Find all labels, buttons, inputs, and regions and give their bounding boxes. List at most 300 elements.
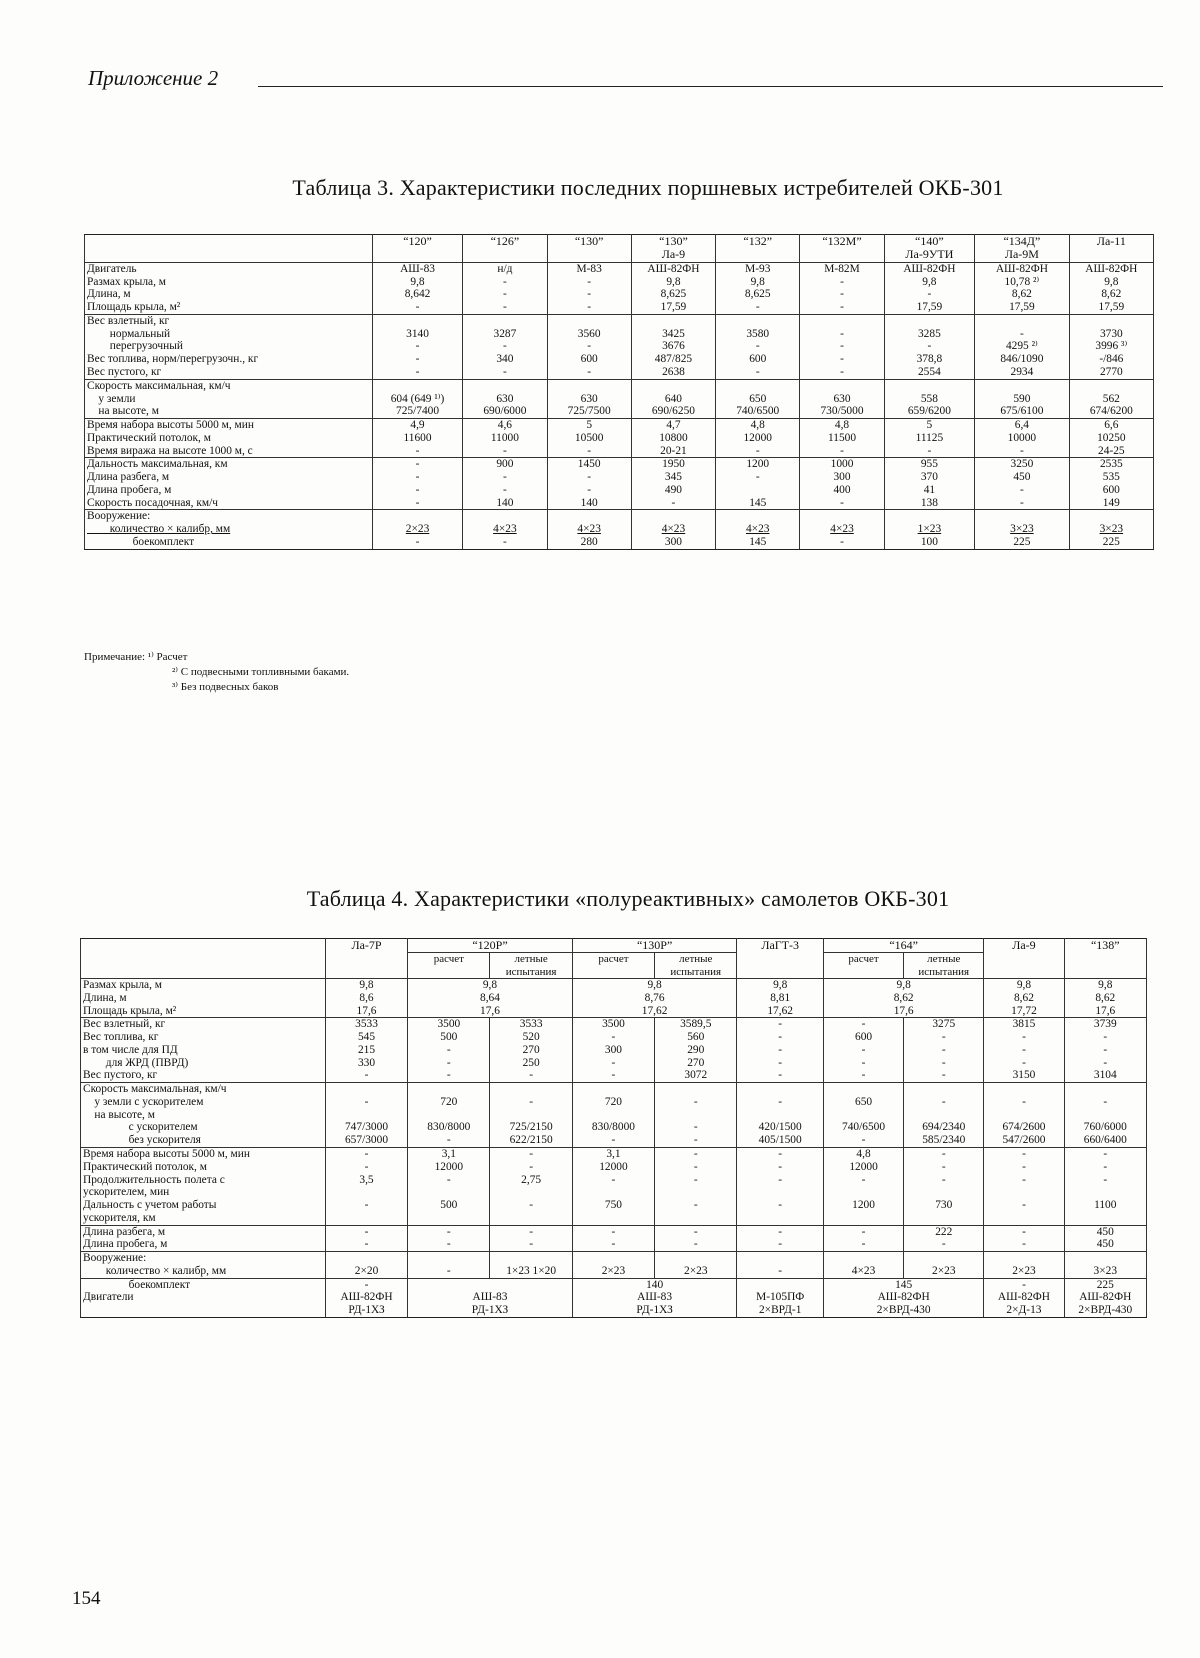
- table-row: [85, 445, 1154, 458]
- table-cell: 720: [572, 1096, 654, 1109]
- table-cell: 3500: [408, 1018, 490, 1031]
- table-cell: 4295 ²⁾: [975, 340, 1070, 353]
- table-cell: 4,6: [463, 419, 547, 432]
- table-cell: 330: [325, 1057, 407, 1070]
- table-cell: 3580: [716, 328, 800, 341]
- table-cell: М-93: [716, 262, 800, 275]
- table-cell: 10,78 ²⁾: [975, 276, 1070, 289]
- table-cell: 1950: [631, 458, 715, 471]
- table-cell: 830/8000: [408, 1121, 490, 1134]
- table-cell: -: [408, 1174, 490, 1187]
- table-cell: 3730: [1069, 328, 1153, 341]
- table-cell: 846/1090: [975, 353, 1070, 366]
- table-cell: 675/6100: [975, 405, 1070, 418]
- table-row: [81, 1174, 1147, 1187]
- table-cell: -: [823, 1238, 903, 1251]
- table-cell: 600: [823, 1031, 903, 1044]
- page-number: 154: [72, 1588, 101, 1609]
- table3-col-header: “130”: [547, 235, 631, 263]
- table-cell: 12000: [716, 432, 800, 445]
- table-cell: 9,8: [884, 276, 974, 289]
- table-cell: -: [572, 1069, 654, 1082]
- table-cell: 2×ВРД-430: [1064, 1304, 1146, 1317]
- row-label: без ускорителя: [81, 1134, 326, 1147]
- table-cell: 145: [823, 1278, 983, 1291]
- table-cell: 3150: [984, 1069, 1064, 1082]
- table-cell: 730: [904, 1199, 984, 1212]
- table-cell: [1069, 510, 1153, 523]
- table-cell: -: [984, 1148, 1064, 1161]
- table-row: [85, 471, 1154, 484]
- table-cell: 3,1: [408, 1148, 490, 1161]
- table-cell: 215: [325, 1044, 407, 1057]
- table-cell: 5: [884, 419, 974, 432]
- table-cell: 725/7500: [547, 405, 631, 418]
- table-cell: -: [547, 340, 631, 353]
- table-cell: 1450: [547, 458, 631, 471]
- table-cell: 3589,5: [655, 1018, 737, 1031]
- table-cell: -: [823, 1225, 903, 1238]
- table-cell: 11600: [372, 432, 462, 445]
- row-label: Время набора высоты 5000 м, мин: [81, 1148, 326, 1161]
- row-label: Дальность максимальная, км: [85, 458, 373, 471]
- table-cell: -: [490, 1199, 572, 1212]
- table-cell: -: [984, 1174, 1064, 1187]
- table-cell: 900: [463, 458, 547, 471]
- table-cell: 600: [1069, 484, 1153, 497]
- table4: [80, 938, 1147, 1318]
- row-label: нормальный: [85, 328, 373, 341]
- table-row: [85, 353, 1154, 366]
- table-cell: [1064, 1186, 1146, 1199]
- table-cell: -: [984, 1031, 1064, 1044]
- table-cell: -: [408, 1238, 490, 1251]
- table-cell: -: [372, 536, 462, 549]
- table-cell: [325, 1109, 407, 1122]
- table-cell: -: [463, 536, 547, 549]
- notes-lead: Примечание:: [84, 651, 146, 663]
- table-cell: -: [716, 445, 800, 458]
- table-cell: -: [904, 1238, 984, 1251]
- table-cell: 41: [884, 484, 974, 497]
- table-cell: -: [408, 1069, 490, 1082]
- table-row: [85, 458, 1154, 471]
- table-cell: -: [372, 301, 462, 314]
- table-cell: -: [372, 340, 462, 353]
- table-cell: 280: [547, 536, 631, 549]
- row-label: Вес пустого, кг: [81, 1069, 326, 1082]
- table-cell: 3×23: [975, 523, 1070, 536]
- table-cell: 8,62: [984, 992, 1064, 1005]
- table-cell: -: [463, 288, 547, 301]
- table-cell: [904, 1212, 984, 1225]
- table-cell: 830/8000: [572, 1121, 654, 1134]
- table-cell: -: [737, 1148, 824, 1161]
- table-cell: -: [800, 366, 884, 379]
- table-cell: -: [547, 484, 631, 497]
- table-row: [85, 419, 1154, 432]
- table-cell: 17,62: [572, 1005, 737, 1018]
- row-label: Время набора высоты 5000 м, мин: [85, 419, 373, 432]
- table-cell: 10500: [547, 432, 631, 445]
- table-cell: [1064, 1109, 1146, 1122]
- table-cell: [737, 1109, 824, 1122]
- table-cell: 9,8: [984, 979, 1064, 992]
- table-cell: [984, 1109, 1064, 1122]
- table-cell: 270: [490, 1044, 572, 1057]
- table-cell: 11500: [800, 432, 884, 445]
- table-row: [85, 432, 1154, 445]
- table-cell: 500: [408, 1031, 490, 1044]
- table-cell: 3533: [325, 1018, 407, 1031]
- row-label: боекомплект: [81, 1278, 326, 1291]
- table-cell: [984, 1083, 1064, 1096]
- table-cell: [975, 379, 1070, 392]
- table-cell: -: [655, 1121, 737, 1134]
- table-row: [81, 992, 1147, 1005]
- row-label: ускорителем, мин: [81, 1186, 326, 1199]
- table-cell: [572, 1212, 654, 1225]
- table-cell: М-83: [547, 262, 631, 275]
- table-cell: 450: [975, 471, 1070, 484]
- table-cell: -: [1064, 1031, 1146, 1044]
- table-row: [81, 979, 1147, 992]
- table-cell: -: [984, 1199, 1064, 1212]
- table-cell: 3560: [547, 328, 631, 341]
- table-cell: -: [800, 276, 884, 289]
- table-cell: [716, 510, 800, 523]
- table-cell: -: [716, 366, 800, 379]
- table-cell: -: [800, 301, 884, 314]
- table-cell: [737, 1252, 824, 1265]
- row-label: Практический потолок, м: [81, 1161, 326, 1174]
- table-cell: 10250: [1069, 432, 1153, 445]
- table-cell: -: [325, 1238, 407, 1251]
- table-cell: 4,7: [631, 419, 715, 432]
- table-cell: -: [737, 1096, 824, 1109]
- table-cell: 3739: [1064, 1018, 1146, 1031]
- table-cell: 300: [631, 536, 715, 549]
- table-cell: -: [737, 1199, 824, 1212]
- table-cell: АШ-82ФН: [975, 262, 1070, 275]
- table-cell: 725/7400: [372, 405, 462, 418]
- table-cell: АШ-83: [572, 1291, 737, 1304]
- table-cell: -: [325, 1225, 407, 1238]
- table-row: [81, 1304, 1147, 1317]
- table-cell: [631, 379, 715, 392]
- table-row: [81, 1018, 1147, 1031]
- table-cell: -: [800, 328, 884, 341]
- table-cell: -: [547, 471, 631, 484]
- table-cell: -: [325, 1148, 407, 1161]
- table-row: [81, 1199, 1147, 1212]
- table-cell: 545: [325, 1031, 407, 1044]
- table-cell: 8,62: [1069, 288, 1153, 301]
- row-label: Скорость максимальная, км/ч: [85, 379, 373, 392]
- table-cell: 2554: [884, 366, 974, 379]
- table-cell: 650: [716, 393, 800, 406]
- table-cell: [408, 1083, 490, 1096]
- row-label: Вес топлива, кг: [81, 1031, 326, 1044]
- table-cell: 630: [463, 393, 547, 406]
- table-cell: 4×23: [823, 1265, 903, 1278]
- table-cell: -: [463, 484, 547, 497]
- table-row: [85, 536, 1154, 549]
- table-cell: РД-1ХЗ: [325, 1304, 407, 1317]
- table-cell: [823, 1252, 903, 1265]
- table-cell: [655, 1083, 737, 1096]
- table-cell: 2×23: [655, 1265, 737, 1278]
- table-cell: -: [737, 1031, 824, 1044]
- table-cell: -: [655, 1148, 737, 1161]
- table-cell: -: [800, 445, 884, 458]
- table-cell: 3,5: [325, 1174, 407, 1187]
- table-cell: [904, 1252, 984, 1265]
- table-cell: 17,59: [631, 301, 715, 314]
- table-cell: -: [490, 1069, 572, 1082]
- table-cell: -: [572, 1057, 654, 1070]
- row-label: Скорость максимальная, км/ч: [81, 1083, 326, 1096]
- row-label: Вес взлетный, кг: [85, 314, 373, 327]
- table-cell: 3500: [572, 1018, 654, 1031]
- table-cell: 3533: [490, 1018, 572, 1031]
- table-cell: [984, 1186, 1064, 1199]
- table4-group-header: “164”: [823, 939, 983, 953]
- table-cell: 490: [631, 484, 715, 497]
- table-row: [81, 1291, 1147, 1304]
- table3-col-header: “126”: [463, 235, 547, 263]
- table-cell: 450: [1064, 1238, 1146, 1251]
- table-cell: 657/3000: [325, 1134, 407, 1147]
- table-cell: -: [984, 1278, 1064, 1291]
- table-cell: -: [800, 288, 884, 301]
- table-cell: -: [737, 1044, 824, 1057]
- table-cell: -: [1064, 1096, 1146, 1109]
- table-cell: -: [737, 1018, 824, 1031]
- table-cell: АШ-82ФН: [1064, 1291, 1146, 1304]
- table-cell: 20-21: [631, 445, 715, 458]
- table-cell: 955: [884, 458, 974, 471]
- row-label: [81, 1304, 326, 1317]
- table-cell: -: [572, 1031, 654, 1044]
- table-cell: 2770: [1069, 366, 1153, 379]
- table-cell: 659/6200: [884, 405, 974, 418]
- table-cell: 622/2150: [490, 1134, 572, 1147]
- table-cell: 9,8: [737, 979, 824, 992]
- table-cell: [572, 1109, 654, 1122]
- table-cell: -: [984, 1096, 1064, 1109]
- table-cell: 17,59: [975, 301, 1070, 314]
- table-cell: 11125: [884, 432, 974, 445]
- table-cell: -: [463, 340, 547, 353]
- row-label: Площадь крыла, м²: [85, 301, 373, 314]
- table-cell: -: [655, 1199, 737, 1212]
- table-cell: [655, 1109, 737, 1122]
- table-cell: -: [463, 445, 547, 458]
- table-cell: -: [984, 1225, 1064, 1238]
- table-cell: 750: [572, 1199, 654, 1212]
- table-cell: 300: [572, 1044, 654, 1057]
- table-cell: 9,8: [631, 276, 715, 289]
- table-cell: 3285: [884, 328, 974, 341]
- table-cell: [904, 1186, 984, 1199]
- table-cell: [904, 1109, 984, 1122]
- table-cell: -: [737, 1161, 824, 1174]
- table-row: [81, 1057, 1147, 1070]
- table-cell: [325, 1186, 407, 1199]
- table-cell: -: [372, 445, 462, 458]
- table-row: [85, 301, 1154, 314]
- table-cell: -: [572, 1134, 654, 1147]
- table-row: [81, 1238, 1147, 1251]
- table-cell: [800, 379, 884, 392]
- table-cell: -: [372, 497, 462, 510]
- table-row: [81, 1225, 1147, 1238]
- table-cell: -: [490, 1161, 572, 1174]
- table-cell: -: [463, 366, 547, 379]
- table4-group-header: ЛаГТ-3: [737, 939, 824, 979]
- table3-col-header: Ла-11: [1069, 235, 1153, 263]
- table-cell: 378,8: [884, 353, 974, 366]
- table-cell: РД-1ХЗ: [408, 1304, 573, 1317]
- table-cell: [490, 1083, 572, 1096]
- table-cell: 3140: [372, 328, 462, 341]
- table-cell: АШ-82ФН: [884, 262, 974, 275]
- table-cell: 17,6: [408, 1005, 573, 1018]
- table-cell: -: [490, 1225, 572, 1238]
- table-cell: [975, 314, 1070, 327]
- row-label: количество × калибр, мм: [85, 523, 373, 536]
- table-cell: -: [904, 1031, 984, 1044]
- table-cell: 547/2600: [984, 1134, 1064, 1147]
- table-cell: -: [975, 497, 1070, 510]
- table-cell: 3104: [1064, 1069, 1146, 1082]
- table-cell: -: [884, 445, 974, 458]
- table-cell: -: [737, 1238, 824, 1251]
- table-cell: -/846: [1069, 353, 1153, 366]
- table-cell: 2535: [1069, 458, 1153, 471]
- table-cell: -: [547, 445, 631, 458]
- table-row: [81, 1212, 1147, 1225]
- table-cell: -: [975, 328, 1070, 341]
- row-label: Вооружение:: [85, 510, 373, 523]
- table-cell: 2×23: [984, 1265, 1064, 1278]
- table3: [84, 234, 1154, 550]
- table3-col-header: “130” Ла-9: [631, 235, 715, 263]
- table-cell: [572, 1083, 654, 1096]
- table-cell: -: [372, 471, 462, 484]
- table-cell: [1069, 314, 1153, 327]
- table-cell: [737, 1278, 824, 1291]
- table-cell: 290: [655, 1044, 737, 1057]
- table-row: [81, 1186, 1147, 1199]
- table-cell: 690/6250: [631, 405, 715, 418]
- table-cell: -: [1064, 1044, 1146, 1057]
- table-cell: 225: [1064, 1278, 1146, 1291]
- table-cell: 600: [547, 353, 631, 366]
- table-cell: -: [975, 484, 1070, 497]
- table-cell: 10000: [975, 432, 1070, 445]
- table-cell: 520: [490, 1031, 572, 1044]
- table-cell: -: [325, 1199, 407, 1212]
- table-cell: 630: [547, 393, 631, 406]
- row-label: Длина, м: [85, 288, 373, 301]
- row-label: для ЖРД (ПВРД): [81, 1057, 326, 1070]
- table-cell: 9,8: [325, 979, 407, 992]
- table-cell: [490, 1252, 572, 1265]
- table-cell: 17,62: [737, 1005, 824, 1018]
- row-label: у земли с ускорителем: [81, 1096, 326, 1109]
- table-cell: 690/6000: [463, 405, 547, 418]
- table-cell: [823, 1186, 903, 1199]
- table-cell: -: [823, 1174, 903, 1187]
- table-cell: [884, 379, 974, 392]
- table-cell: [716, 314, 800, 327]
- table-cell: -: [547, 301, 631, 314]
- table-cell: 100: [884, 536, 974, 549]
- table-cell: 747/3000: [325, 1121, 407, 1134]
- table-cell: [884, 510, 974, 523]
- table-cell: [737, 1083, 824, 1096]
- table-cell: 1200: [823, 1199, 903, 1212]
- table-cell: -: [631, 497, 715, 510]
- table-cell: 225: [1069, 536, 1153, 549]
- table-row: [85, 262, 1154, 275]
- table-cell: -: [325, 1161, 407, 1174]
- table-cell: 9,8: [372, 276, 462, 289]
- table-cell: АШ-82ФН: [984, 1291, 1064, 1304]
- row-label: ускорителя, км: [81, 1212, 326, 1225]
- table-cell: 500: [408, 1199, 490, 1212]
- table-cell: 250: [490, 1057, 572, 1070]
- table-row: [81, 1069, 1147, 1082]
- row-label: на высоте, м: [81, 1109, 326, 1122]
- table-cell: [1064, 1212, 1146, 1225]
- table3-col-header: “132М”: [800, 235, 884, 263]
- table4-sub-header: летные испытания: [655, 953, 737, 979]
- table3-col-header: “140” Ла-9УТИ: [884, 235, 974, 263]
- row-label: у земли: [85, 393, 373, 406]
- table-cell: -: [904, 1174, 984, 1187]
- row-label: Дальность с учетом работы: [81, 1199, 326, 1212]
- row-label: Вес топлива, норм/перегрузочн., кг: [85, 353, 373, 366]
- table-cell: [372, 314, 462, 327]
- table3-header-row: [85, 235, 1154, 263]
- table-cell: -: [408, 1044, 490, 1057]
- table-cell: [975, 510, 1070, 523]
- table-cell: 674/6200: [1069, 405, 1153, 418]
- table-cell: М-105ПФ: [737, 1291, 824, 1304]
- table-cell: 12000: [823, 1161, 903, 1174]
- table3-col-header: “120”: [372, 235, 462, 263]
- table-cell: [325, 1212, 407, 1225]
- table-cell: -: [655, 1174, 737, 1187]
- table-cell: 2638: [631, 366, 715, 379]
- table-cell: 4×23: [631, 523, 715, 536]
- table3-title: Таблица 3. Характеристики последних поршневых истребителей ОКБ-301: [292, 175, 1004, 200]
- table-cell: 222: [904, 1225, 984, 1238]
- table-cell: [1064, 1083, 1146, 1096]
- table-cell: -: [904, 1069, 984, 1082]
- table-cell: 9,8: [1069, 276, 1153, 289]
- table-cell: -: [1064, 1161, 1146, 1174]
- table-cell: -: [904, 1096, 984, 1109]
- table-cell: 740/6500: [716, 405, 800, 418]
- table4-sub-header: летные испытания: [904, 953, 984, 979]
- table-cell: 4,9: [372, 419, 462, 432]
- table-cell: 3676: [631, 340, 715, 353]
- table-row: [81, 1044, 1147, 1057]
